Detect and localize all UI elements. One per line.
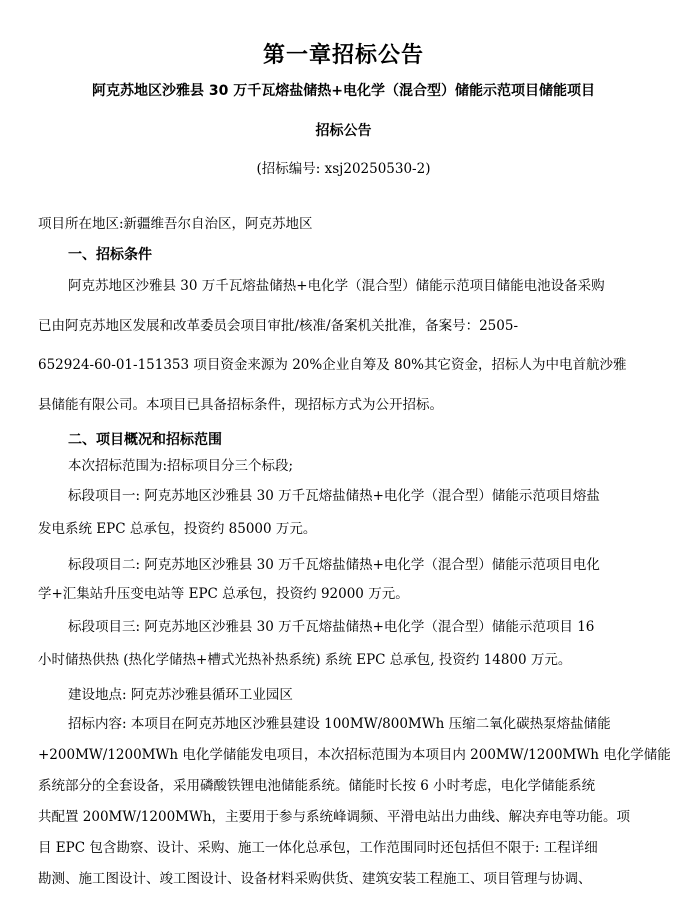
lot3-line: 标段项目三: 阿克苏地区沙雅县 30 万千瓦熔盐储热+电化学（混合型）储能示范项目 16 xyxy=(68,619,595,635)
section2-heading: 二、项目概况和招标范围 xyxy=(68,432,222,448)
project-title: 阿克苏地区沙雅县 30 万千瓦熔盐储热+电化学（混合型）储能示范项目储能项目 xyxy=(92,83,595,99)
location-line: 项目所在地区:新疆维吾尔自治区，阿克苏地区 xyxy=(38,216,313,232)
section1-line: 阿克苏地区沙雅县 30 万千瓦熔盐储热+电化学（混合型）储能示范项目储能电池设备采购 xyxy=(68,278,605,294)
section1-line: 652924-60-01-151353 项目资金来源为 20%企业自筹及 80%其它资金，招标人为中电首航沙雅 xyxy=(38,357,627,373)
content-line: +200MW/1200MWh 电化学储能发电项目，本次招标范围为本项目内 200MW/1200MWh 电化学储能 xyxy=(38,747,671,763)
content-line: 目 EPC 包含勘察、设计、采购、施工一体化总承包，工作范围同时还包括但不限于: 工程详细 xyxy=(38,840,598,856)
lot2-line: 学+汇集站升压变电站等 EPC 总承包，投资约 92000 万元。 xyxy=(38,586,409,602)
section1-line: 县储能有限公司。本项目已具备招标条件，现招标方式为公开招标。 xyxy=(38,397,443,413)
scope-intro: 本次招标范围为:招标项目分三个标段; xyxy=(68,458,294,474)
lot1-line: 发电系统 EPC 总承包，投资约 85000 万元。 xyxy=(38,521,317,537)
construction-site: 建设地点: 阿克苏沙雅县循环工业园区 xyxy=(68,687,293,703)
section1-heading: 一、招标条件 xyxy=(68,247,152,263)
content-line: 系统部分的全套设备，采用磷酸铁锂电池储能系统。储能时长按 6 小时考虑，电化学储能系统 xyxy=(38,778,596,794)
lot2-line: 标段项目二: 阿克苏地区沙雅县 30 万千瓦熔盐储热+电化学（混合型）储能示范项目电化 xyxy=(68,557,600,573)
lot1-line: 标段项目一: 阿克苏地区沙雅县 30 万千瓦熔盐储热+电化学（混合型）储能示范项目熔盐 xyxy=(68,488,600,504)
bid-number: (招标编号: xsj20250530-2) xyxy=(256,161,431,177)
section1-line: 已由阿克苏地区发展和改革委员会项目审批/核准/备案机关批准，备案号：2505- xyxy=(38,318,519,334)
notice-title: 招标公告 xyxy=(315,123,372,139)
content-line: 勘测、施工图设计、竣工图设计、设备材料采购供货、建筑安装工程施工、项目管理与协调、 xyxy=(38,871,592,887)
content-line: 招标内容: 本项目在阿克苏地区沙雅县建设 100MW/800MWh 压缩二氧化碳热泵熔盐储能 xyxy=(68,716,611,732)
lot3-line: 小时储热供热 (热化学储热+槽式光热补热系统) 系统 EPC 总承包, 投资约 14800 万元。 xyxy=(38,652,572,668)
chapter-title: 第一章招标公告 xyxy=(262,43,424,68)
content-line: 共配置 200MW/1200MWh，主要用于参与系统峰调频、平滑电站出力曲线、解决弃电等功能。项 xyxy=(38,809,631,825)
